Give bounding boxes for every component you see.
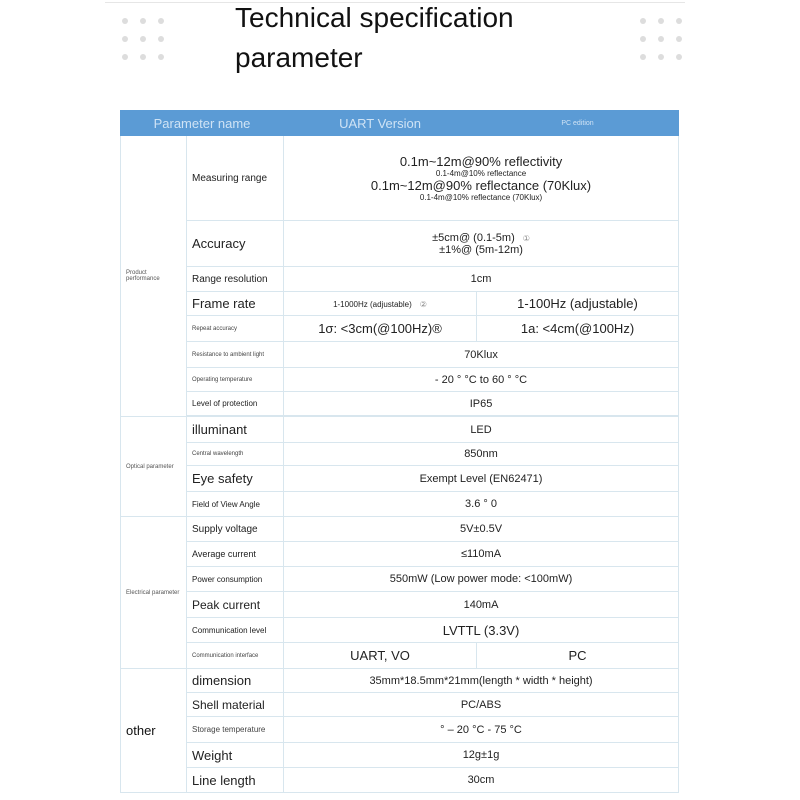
row-value xyxy=(284,221,679,267)
value-line: 0.1-4m@10% reflectance xyxy=(435,169,527,178)
row-value: 1cm xyxy=(284,267,679,292)
row-name: Power consumption xyxy=(187,567,284,592)
decorative-dots-right xyxy=(640,18,682,60)
row-name: Weight xyxy=(187,743,284,768)
row-name: Shell material xyxy=(187,693,284,717)
group-other: other xyxy=(121,669,187,793)
group-electrical: Electrical parameter xyxy=(121,517,187,669)
table-row xyxy=(121,342,679,368)
row-value: ° – 20 °C - 75 °C xyxy=(284,717,679,743)
row-value: 850nm xyxy=(284,443,679,466)
row-name: Central wavelength xyxy=(187,443,284,466)
row-name: Level of protection xyxy=(187,392,284,416)
row-name: Communication level xyxy=(187,618,284,643)
group-optical: Optical parameter xyxy=(121,417,187,517)
row-value: 5V±0.5V xyxy=(284,517,679,542)
value: 1-1000Hz (adjustable) xyxy=(333,299,412,309)
value-line: ±1%@ (5m-12m) xyxy=(439,243,523,256)
table-row xyxy=(121,136,679,221)
row-value: 3.6 ° 0 xyxy=(284,492,679,517)
title-line: Technical specification xyxy=(235,2,514,33)
table-row xyxy=(121,417,679,443)
table-row xyxy=(121,292,679,316)
row-name: Frame rate xyxy=(187,292,284,316)
row-name: Repeat accuracy xyxy=(187,316,284,342)
row-value-uart xyxy=(284,292,477,316)
row-value: - 20 ° °C to 60 ° °C xyxy=(284,368,679,392)
table-row xyxy=(121,743,679,768)
row-value: 550mW (Low power mode: <100mW) xyxy=(284,567,679,592)
table-row xyxy=(121,443,679,466)
row-value: ≤110mA xyxy=(284,542,679,567)
row-name: Average current xyxy=(187,542,284,567)
table-row xyxy=(121,669,679,693)
row-name: Field of View Angle xyxy=(187,492,284,517)
table-row xyxy=(121,492,679,517)
value-line: ±5cm@ (0.1-5m) xyxy=(432,231,515,244)
row-name: Peak current xyxy=(187,592,284,618)
row-value-pc: 1a: <4cm(@100Hz) xyxy=(477,316,679,342)
row-value: LVTTL (3.3V) xyxy=(284,618,679,643)
footnote-marker: ② xyxy=(419,299,427,309)
table-row xyxy=(121,466,679,492)
group-product: Product performance xyxy=(121,136,187,417)
row-name: Eye safety xyxy=(187,466,284,492)
table-row xyxy=(121,768,679,793)
row-value: 12g±1g xyxy=(284,743,679,768)
table-row xyxy=(121,542,679,567)
header-uart: UART Version xyxy=(284,111,477,136)
table-row xyxy=(121,368,679,392)
table-row xyxy=(121,592,679,618)
table-row xyxy=(121,567,679,592)
row-value: 35mm*18.5mm*21mm(length * width * height) xyxy=(284,669,679,693)
table-row xyxy=(121,717,679,743)
table-row xyxy=(121,316,679,342)
header-parameter-name: Parameter name xyxy=(121,111,284,136)
row-name: Range resolution xyxy=(187,267,284,292)
row-name: Resistance to ambient light xyxy=(187,342,284,368)
row-value: 30cm xyxy=(284,768,679,793)
footnote-marker: ① xyxy=(522,233,530,243)
row-value-pc: 1-100Hz (adjustable) xyxy=(477,292,679,316)
spec-table xyxy=(120,110,679,793)
decorative-dots-left xyxy=(122,18,164,60)
row-name: illuminant xyxy=(187,417,284,443)
table-row xyxy=(121,643,679,669)
row-value: 70Klux xyxy=(284,342,679,368)
value-line: 0.1m~12m@90% reflectance (70Klux) xyxy=(370,178,592,193)
row-name: Storage temperature xyxy=(187,717,284,743)
row-value: IP65 xyxy=(284,392,679,416)
row-value: Exempt Level (EN62471) xyxy=(284,466,679,492)
row-name: Line length xyxy=(187,768,284,793)
table-header xyxy=(121,111,679,136)
row-value-uart: UART, VO xyxy=(284,643,477,669)
row-name: Supply voltage xyxy=(187,517,284,542)
row-value-pc: PC xyxy=(477,643,679,669)
header-pc: PC edition xyxy=(477,111,679,136)
row-name: Measuring range xyxy=(187,136,284,221)
row-name: Operating temperature xyxy=(187,368,284,392)
row-value: 140mA xyxy=(284,592,679,618)
title-line: parameter xyxy=(235,42,363,73)
row-value: LED xyxy=(284,417,679,443)
value-line: 0.1m~12m@90% reflectivity xyxy=(399,154,563,169)
page-title xyxy=(235,0,514,78)
table-row xyxy=(121,618,679,643)
table-row xyxy=(121,517,679,542)
row-value: PC/ABS xyxy=(284,693,679,717)
value-line: 0.1-4m@10% reflectance (70Klux) xyxy=(419,193,543,202)
row-name: dimension xyxy=(187,669,284,693)
row-value xyxy=(284,136,679,221)
row-name: Communication interface xyxy=(187,643,284,669)
table-row xyxy=(121,392,679,416)
row-value-uart: 1σ: <3cm(@100Hz)® xyxy=(284,316,477,342)
table-row xyxy=(121,221,679,267)
table-row xyxy=(121,267,679,292)
row-name: Accuracy xyxy=(187,221,284,267)
table-row xyxy=(121,693,679,717)
